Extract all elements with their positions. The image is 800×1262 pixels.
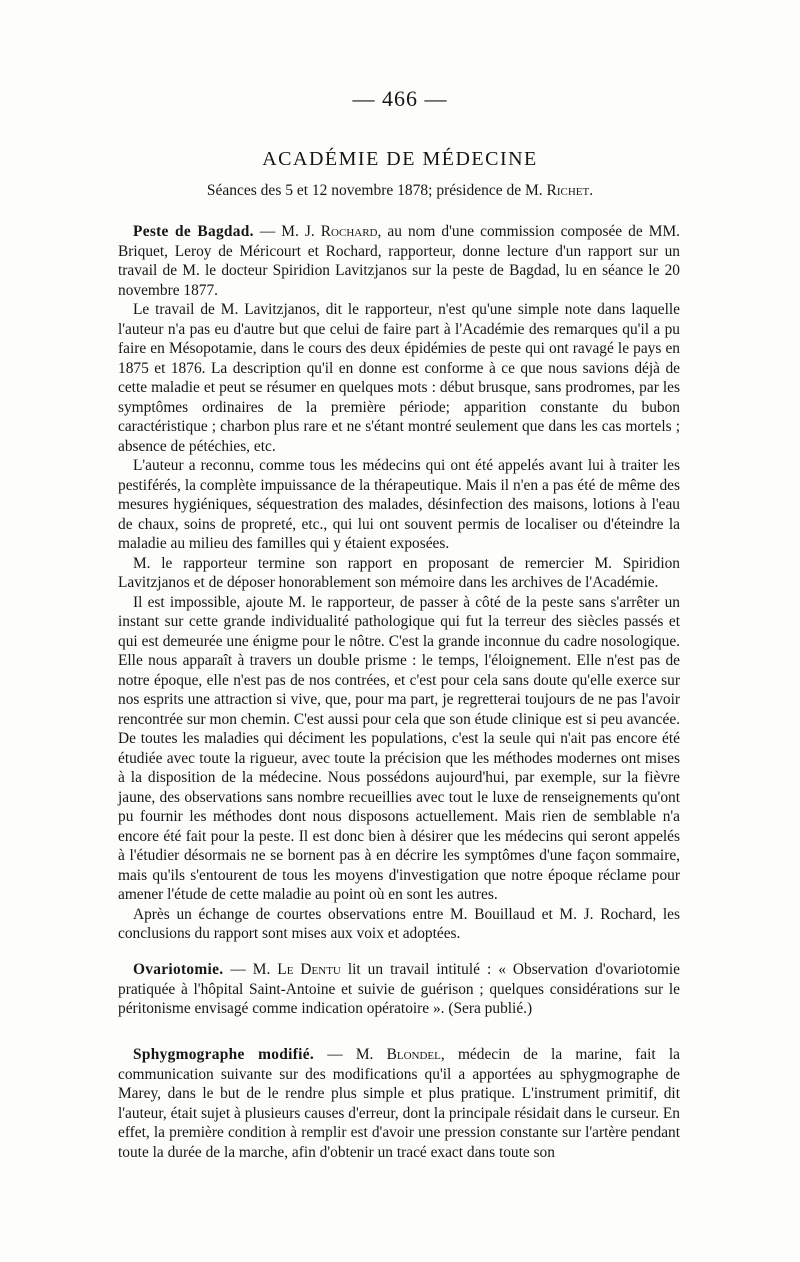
paragraph (118, 222, 680, 300)
session-subtitle (0, 182, 800, 200)
paragraph: Le travail de M. Lavitzjanos, dit le rapporteur, n'est qu'une simple note dans laquelle l'auteur n'a pas eu d'autre but que celui de faire part à l'Académie des remarques qu'il a pu faire en Mésopotamie, dans le cours des deux épidémies de peste qui ont ravagé le pays en 1875 et 1876. La description qu'il en donne est conforme à ce que nous savions déjà de cette maladie et peut se résumer en quelques mots : début brusque, sans prodromes, par les symptômes ordinaires de la première période; apparition constante du bubon caractéristique ; charbon plus rare et ne s'étant montré seulement que dans les cas mortels ; absence de pétéchies, etc. (118, 301, 680, 455)
heading-dash: — M. J. (253, 223, 321, 240)
section-heading-ovariotomie: Ovariotomie. (133, 961, 224, 978)
page-title: ACADÉMIE DE MÉDECINE (262, 148, 538, 170)
section-sphygmographe (118, 1045, 680, 1162)
section-heading-peste: Peste de Bagdad. (133, 223, 254, 240)
author-name: Le Dentu (277, 961, 341, 978)
author-name: Rochard (320, 223, 378, 240)
section-peste-de-bagdad (118, 222, 680, 944)
paragraph (118, 960, 680, 1019)
subtitle-text: Séances des 5 et 12 novembre 1878; présidence de M. (206, 182, 543, 199)
section-ovariotomie (118, 960, 680, 1019)
paragraph-text: lit un travail intitulé : « Observation d'ovariotomie pratiquée à l'hôpital Saint-Antoine et suivie de guérison ; quelques considérations sur le péritonisme envisagé comme indication opératoire ». (Sera publié.) (118, 961, 680, 1017)
paragraph: Il est impossible, ajoute M. le rapporteur, de passer à côté de la peste sans s'arrêter un instant sur cette grande individualité pathologique qui fut la terreur des siècles passés et qui est demeurée une énigme pour le nôtre. C'est la grande inconnue du cadre nosologique. Elle nous apparaît à travers un double prisme : le temps, l'éloignement. Elle n'est pas de notre époque, elle n'est pas de nos contrées, et c'est pour cela sans doute qu'elle exerce sur nos esprits une attraction si vive, que, pour ma part, je regretterai toujours de ne pas l'avoir rencontrée sur mon chemin. C'est aussi pour cela que son étude clinique est si peu avancée. De toutes les maladies qui déciment les populations, c'est la seule qui n'ait pas encore été étudiée avec toute la rigueur, avec toute la précision que les méthodes modernes ont mises à la disposition de la médecine. Nous possédons aujourd'hui, par exemple, sur la fièvre jaune, des observations sans nombre recueillies avec tout le luxe de renseignements qu'ont pu fournir les méthodes dont nous disposons actuellement. Mais rien de semblable n'a encore été fait pour la peste. Il est donc bien à désirer que les médecins qui seront appelés à l'étudier désormais ne se bornent pas à en décrire les symptômes d'une façon sommaire, mais qu'ils s'entourent de tous les moyens d'investigation que notre époque réclame pour amener l'étude de cette maladie au point où en sont les autres. (118, 593, 680, 903)
page-number: — 466 — (352, 86, 448, 111)
paragraph: Après un échange de courtes observations entre M. Bouillaud et M. J. Rochard, les conclusions du rapport sont mises aux voix et adoptées. (118, 905, 680, 942)
paragraph-text: , médecin de la marine, fait la communication suivante sur des modifications qu'il a apportées au sphygmographe de Marey, dans le but de le rendre plus simple et plus pratique. L'instrument primitif, dit l'auteur, était sujet à plusieurs causes d'erreur, dont la principale résidait dans le curseur. En effet, la première condition à remplir est d'avoir une pression constante sur l'artère pendant toute la durée de la marche, afin d'obtenir un tracé exact dans toute son (118, 1046, 680, 1161)
author-name: Blondel (386, 1046, 441, 1063)
heading-dash: — M. (314, 1046, 387, 1063)
paragraph: L'auteur a reconnu, comme tous les médecins qui ont été appelés avant lui à traiter les pestiférés, la complète impuissance de la thérapeutique. Mais il n'en a pas été de même des mesures hygiéniques, séquestration des malades, désinfection des maisons, lotions à l'eau de chaux, soins de propreté, etc., qui lui ont souvent permis de localiser ou d'éteindre la maladie au milieu des familles qui y étaient exposées. (118, 457, 680, 552)
paragraph (118, 1045, 680, 1162)
subtitle-president: Richet (546, 182, 590, 199)
subtitle-end: . (589, 182, 594, 199)
paragraph: M. le rapporteur termine son rapport en proposant de remercier M. Spiridion Lavitzjanos et de déposer honorablement son mémoire dans les archives de l'Académie. (118, 554, 680, 591)
paragraph-text: , au nom d'une commission composée de MM. Briquet, Leroy de Méricourt et Rochard, rapporteur, donne lecture d'un rapport sur un travail de M. le docteur Spiridion Lavitzjanos sur la peste de Bagdad, lu en séance le 20 novembre 1877. (118, 223, 680, 299)
heading-dash: — M. (223, 961, 278, 978)
section-heading-sphygmographe: Sphygmographe modifié. (133, 1046, 315, 1063)
